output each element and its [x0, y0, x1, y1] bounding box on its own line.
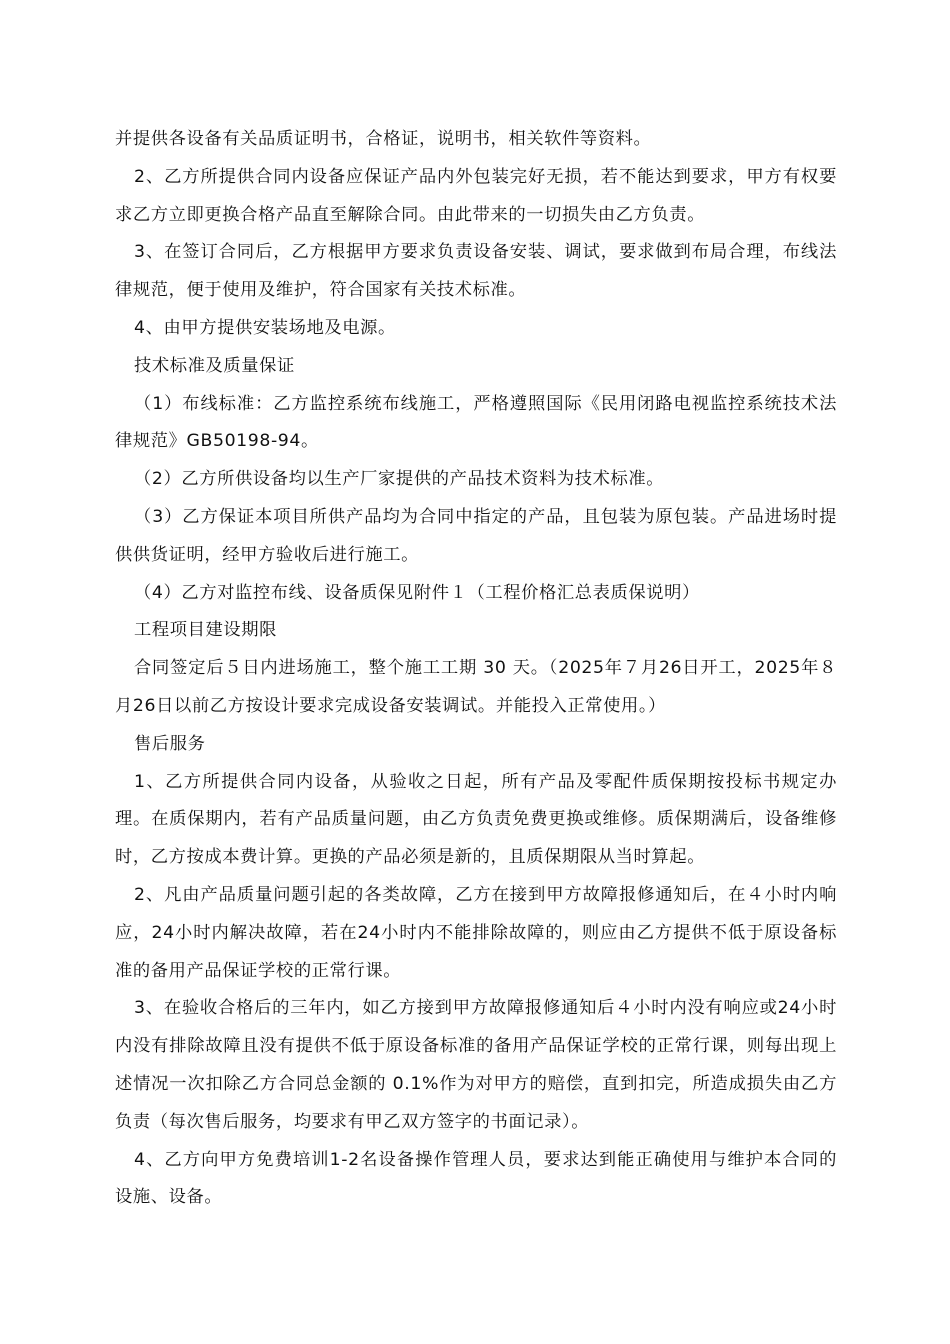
clause-2-packaging: 2、乙方所提供合同内设备应保证产品内外包装完好无损，若不能达到要求，甲方有权要求乙方立即更换合格产品直至解除合同。由此带来的一切损失由乙方负责。 — [115, 166, 837, 225]
standard-item-1: （1）布线标准：乙方监控系统布线施工，严格遵照国际《民用闭路电视监控系统技术法律规范》GB50198-94。 — [115, 393, 837, 452]
section-heading-standards: 技术标准及质量保证 — [134, 355, 295, 376]
after-sales-item-1: 1、乙方所提供合同内设备，从验收之日起，所有产品及零配件质保期按投标书规定办理。在质保期内，若有产品质量问题，由乙方负责免费更换或维修。质保期满后，设备维修时，乙方按成本费计算。更换的产品必须是新的，且质保期限从当时算起。 — [115, 771, 837, 868]
paragraph-materials: 并提供各设备有关品质证明书，合格证，说明书，相关软件等资料。 — [115, 129, 652, 149]
after-sales-item-4: 4、乙方向甲方免费培训1-2名设备操作管理人员，要求达到能正确使用与维护本合同的设施、设备。 — [115, 1149, 837, 1208]
standard-item-2: （2）乙方所供设备均以生产厂家提供的产品技术资料为技术标准。 — [134, 469, 665, 490]
clause-4-site-power: 4、由甲方提供安装场地及电源。 — [134, 317, 396, 338]
standard-item-4: （4）乙方对监控布线、设备质保见附件１（工程价格汇总表质保说明） — [134, 582, 700, 603]
document-body — [115, 121, 837, 1217]
after-sales-item-2: 2、凡由产品质量问题引起的各类故障，乙方在接到甲方故障报修通知后，在４小时内响应，24小时内解决故障，若在24小时内不能排除故障的，则应由乙方提供不低于原设备标准的备用产品保证学校的正常行课。 — [115, 884, 837, 981]
standard-item-3: （3）乙方保证本项目所供产品均为合同中指定的产品，且包装为原包装。产品进场时提供供货证明，经甲方验收后进行施工。 — [115, 506, 837, 565]
after-sales-item-3: 3、在验收合格后的三年内，如乙方接到甲方故障报修通知后４小时内没有响应或24小时内没有排除故障且没有提供不低于原设备标准的备用产品保证学校的正常行课，则每出现上述情况一次扣除乙方合同总金额的 0.1%作为对甲方的赔偿，直到扣完，所造成损失由乙方负责（每次售后服务，均要求有甲乙双方签字的书面记录）。 — [115, 998, 837, 1132]
clause-3-installation: 3、在签订合同后，乙方根据甲方要求负责设备安装、调试，要求做到布局合理，布线法律规范，便于使用及维护，符合国家有关技术标准。 — [115, 242, 837, 301]
section-heading-schedule: 工程项目建设期限 — [134, 620, 278, 641]
schedule-paragraph: 合同签定后５日内进场施工，整个施工工期 30 天。（2025年７月26日开工，2025年８月26日以前乙方按设计要求完成设备安装调试。并能投入正常使用。） — [115, 658, 837, 716]
section-heading-after-sales: 售后服务 — [134, 733, 206, 754]
